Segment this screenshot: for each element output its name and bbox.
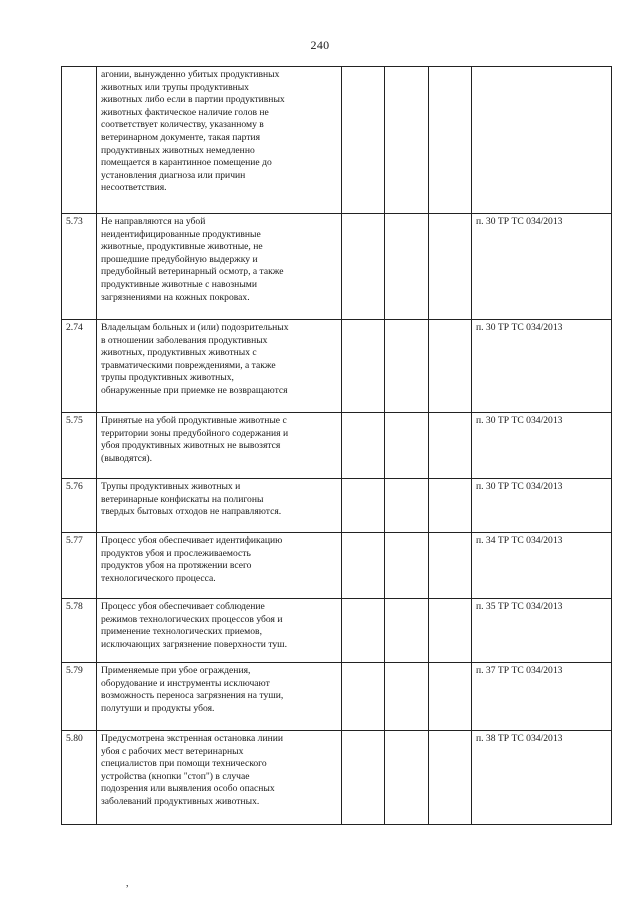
- requirement-text: Процесс убоя обеспечивает идентификацию продуктов убоя и прослеживаемость продуктов убоя на протяжении всего технологического процесса.: [97, 533, 342, 599]
- row-number: 5.75: [62, 413, 97, 479]
- regulation-reference: п. 30 ТР ТС 034/2013: [472, 479, 612, 533]
- table-row: [62, 731, 612, 825]
- table-row: [62, 533, 612, 599]
- answer-cell-yes[interactable]: [342, 67, 385, 214]
- requirement-text: Владельцам больных и (или) подозрительных в отношении заболевания продуктивных животных, продуктивных животных с травматическими повреждениями, а также трупы продуктивных животных, обнаруженные при приемке не возвращаются: [97, 320, 342, 413]
- requirement-text: Применяемые при убое ограждения, оборудование и инструменты исключают возможность переноса загрязнения на туши, полутуши и продукты убоя.: [97, 663, 342, 731]
- requirement-text: Не направляются на убой неидентифицированные продуктивные животные, продуктивные животные, не прошедшие предубойную выдержку и предубойный ветеринарный осмотр, а также продуктивные животные с навозными загрязнениями на кожных покровах.: [97, 214, 342, 320]
- answer-cell-na[interactable]: [429, 479, 472, 533]
- table-row: [62, 413, 612, 479]
- row-number: 5.80: [62, 731, 97, 825]
- row-number: 5.76: [62, 479, 97, 533]
- requirement-text: Процесс убоя обеспечивает соблюдение режимов технологических процессов убоя и применение технологических приемов, исключающих загрязнение поверхности туш.: [97, 599, 342, 663]
- regulation-reference: п. 37 ТР ТС 034/2013: [472, 663, 612, 731]
- regulation-reference: п. 35 ТР ТС 034/2013: [472, 599, 612, 663]
- requirement-text: Предусмотрена экстренная остановка линии убоя с рабочих мест ветеринарных специалистов при помощи технического устройства (кнопки "стоп") в случае подозрения или выявления особо опасных заболеваний продуктивных животных.: [97, 731, 342, 825]
- answer-cell-yes[interactable]: [342, 599, 385, 663]
- answer-cell-yes[interactable]: [342, 214, 385, 320]
- answer-cell-no[interactable]: [385, 479, 429, 533]
- answer-cell-na[interactable]: [429, 533, 472, 599]
- regulation-reference: п. 30 ТР ТС 034/2013: [472, 320, 612, 413]
- answer-cell-na[interactable]: [429, 67, 472, 214]
- answer-cell-no[interactable]: [385, 599, 429, 663]
- answer-cell-yes[interactable]: [342, 413, 385, 479]
- table-row: [62, 320, 612, 413]
- answer-cell-no[interactable]: [385, 413, 429, 479]
- requirement-text: агонии, вынужденно убитых продуктивных животных или трупы продуктивных животных либо если в партии продуктивных животных фактическое наличие голов не соответствует количеству, указанному в ветеринарном документе, такая партия продуктивных животных немедленно помещается в карантинное помещение до установления диагноза или причин несоответствия.: [97, 67, 342, 214]
- answer-cell-no[interactable]: [385, 320, 429, 413]
- regulation-reference: [472, 67, 612, 214]
- row-number: 5.73: [62, 214, 97, 320]
- answer-cell-no[interactable]: [385, 533, 429, 599]
- table-row: [62, 599, 612, 663]
- regulation-reference: п. 30 ТР ТС 034/2013: [472, 214, 612, 320]
- row-number: 5.77: [62, 533, 97, 599]
- answer-cell-no[interactable]: [385, 663, 429, 731]
- regulation-reference: п. 34 ТР ТС 034/2013: [472, 533, 612, 599]
- answer-cell-na[interactable]: [429, 663, 472, 731]
- table-row: [62, 67, 612, 214]
- requirements-table: [61, 66, 612, 825]
- answer-cell-na[interactable]: [429, 413, 472, 479]
- requirement-text: Трупы продуктивных животных и ветеринарные конфискаты на полигоны твердых бытовых отходов не направляются.: [97, 479, 342, 533]
- scan-mark: ,: [126, 878, 129, 889]
- page-number: 240: [310, 38, 330, 52]
- row-number: 2.74: [62, 320, 97, 413]
- answer-cell-na[interactable]: [429, 599, 472, 663]
- answer-cell-yes[interactable]: [342, 479, 385, 533]
- table-row: [62, 214, 612, 320]
- answer-cell-na[interactable]: [429, 214, 472, 320]
- row-number: [62, 67, 97, 214]
- table-row: [62, 663, 612, 731]
- row-number: 5.78: [62, 599, 97, 663]
- answer-cell-no[interactable]: [385, 731, 429, 825]
- answer-cell-no[interactable]: [385, 67, 429, 214]
- requirement-text: Принятые на убой продуктивные животные с территории зоны предубойного содержания и убоя продуктивных животных не вывозятся (выводятся).: [97, 413, 342, 479]
- row-number: 5.79: [62, 663, 97, 731]
- regulation-reference: п. 30 ТР ТС 034/2013: [472, 413, 612, 479]
- answer-cell-yes[interactable]: [342, 731, 385, 825]
- answer-cell-na[interactable]: [429, 731, 472, 825]
- answer-cell-na[interactable]: [429, 320, 472, 413]
- answer-cell-no[interactable]: [385, 214, 429, 320]
- table-row: [62, 479, 612, 533]
- regulation-reference: п. 38 ТР ТС 034/2013: [472, 731, 612, 825]
- answer-cell-yes[interactable]: [342, 533, 385, 599]
- answer-cell-yes[interactable]: [342, 663, 385, 731]
- answer-cell-yes[interactable]: [342, 320, 385, 413]
